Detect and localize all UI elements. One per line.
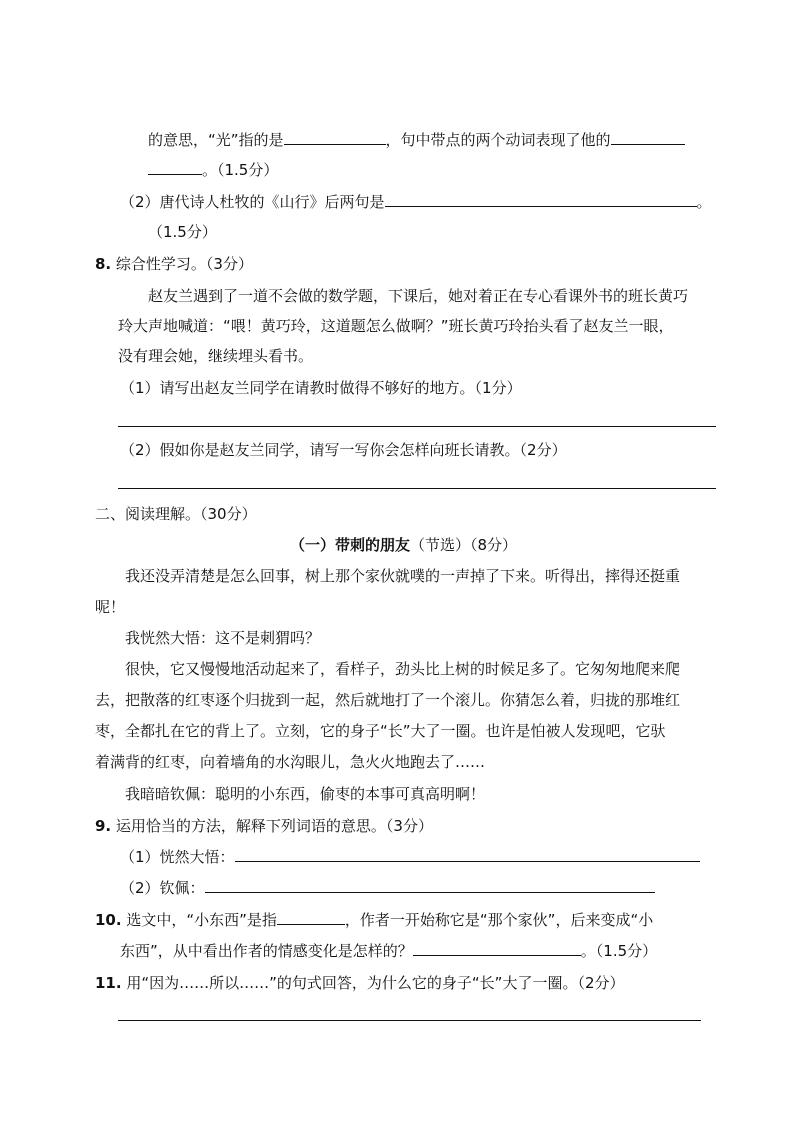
q9-title: 运用恰当的方法，解释下列词语的意思。（3分） — [115, 817, 433, 835]
q7-text-b: ，句中带点的两个动词表现了他的 — [385, 131, 611, 149]
passage-p4: 我暗暗钦佩：聪明的小东西，偷枣的本事可真高明啊！ — [125, 785, 486, 803]
q7-blank-2b[interactable] — [148, 160, 202, 175]
q7-sub2 — [120, 192, 712, 212]
q9-heading — [95, 816, 433, 836]
q9-number: 9. — [95, 817, 112, 835]
q9-sub2-blank[interactable] — [205, 878, 655, 893]
passage-p3-line1: 很快，它又慢慢地活动起来了，看样子，劲头比上树的时候足多了。它匆匆地爬来爬 — [125, 660, 681, 678]
q8-para-line3: 没有理会她，继续埋头看书。 — [118, 347, 314, 365]
q11-answer-line[interactable] — [118, 1020, 701, 1021]
q10-blank-2[interactable] — [413, 941, 581, 956]
passage-p2: 我恍然大悟：这不是刺猬吗？ — [125, 629, 321, 647]
q8-sub1: （1）请写出赵友兰同学在请教时做得不够好的地方。（1分） — [120, 379, 522, 397]
q9-sub1 — [120, 847, 700, 867]
q10-blank-1[interactable] — [277, 910, 345, 925]
q7-blank-2a[interactable] — [611, 130, 685, 145]
q10-line1 — [95, 910, 653, 930]
q10-score: 。（1.5分） — [580, 942, 658, 960]
passage-title — [290, 535, 517, 555]
q10-text-c: 东西”，从中看出作者的情感变化是怎样的？ — [120, 942, 413, 960]
q7-blank-1[interactable] — [284, 130, 386, 145]
q8-title: 综合性学习。（3分） — [115, 255, 253, 273]
q11-heading — [95, 973, 625, 993]
passage-p1-line2: 呢！ — [95, 598, 126, 616]
q7-sub2-end: 。 — [696, 193, 712, 211]
q9-sub1-label: （1）恍然大悟： — [120, 848, 235, 866]
q8-answer-line-1[interactable] — [118, 426, 716, 427]
passage-p3-line2: 去，把散落的红枣逐个归拢到一起，然后就地打了一个滚儿。你猜怎么着，归拢的那堆红 — [95, 691, 681, 709]
q9-sub2 — [120, 878, 655, 898]
q7-line2 — [148, 160, 278, 180]
q10-text-a: 选文中，“小东西”是指 — [126, 911, 277, 929]
q10-line2 — [120, 941, 657, 961]
section2-title: 二、阅读理解。（30分） — [95, 505, 257, 523]
q8-sub2: （2）假如你是赵友兰同学，请写一写你会怎样向班长请教。（2分） — [120, 441, 567, 459]
q8-number: 8. — [95, 255, 112, 273]
q8-answer-line-2[interactable] — [118, 488, 716, 489]
q9-sub1-blank[interactable] — [235, 847, 700, 862]
passage-p3-line3: 枣，全都扎在它的背上了。立刻，它的身子“长”大了一圈。也许是怕被人发现吧，它驮 — [95, 722, 666, 740]
q7-sub2-blank[interactable] — [385, 192, 697, 207]
passage-title-main: （一）带刺的朋友 — [290, 536, 411, 554]
passage-title-note: （节选）（8分） — [410, 536, 518, 554]
q8-para-line2: 玲大声地喊道：“喂！黄巧玲，这道题怎么做啊？”班长黄巧玲抬头看了赵友兰一眼， — [118, 317, 674, 335]
q11-number: 11. — [95, 974, 122, 992]
q10-number: 10. — [95, 911, 122, 929]
q7-text-a: 的意思，“光”指的是 — [148, 131, 284, 149]
q11-text: 用“因为……所以……”的句式回答，为什么它的身子“长”大了一圈。（2分） — [126, 974, 625, 992]
q7-sub2-text: （2）唐代诗人杜牧的《山行》后两句是 — [120, 193, 385, 211]
passage-p3-line4: 着满背的红枣，向着墙角的水沟眼儿，急火火地跑去了…… — [95, 753, 486, 771]
q8-para-line1: 赵友兰遇到了一道不会做的数学题，下课后，她对着正在专心看课外书的班长黄巧 — [148, 287, 689, 305]
q9-sub2-label: （2）钦佩： — [120, 879, 205, 897]
q7-line1 — [148, 130, 685, 150]
q10-text-b: ，作者一开始称它是“那个家伙”，后来变成“小 — [344, 911, 654, 929]
q7-sub2-score: （1.5分） — [148, 223, 217, 241]
q7-score: 。（1.5分） — [202, 161, 279, 179]
q8-heading — [95, 254, 253, 274]
passage-p1-line1: 我还没弄清楚是怎么回事，树上那个家伙就噗的一声掉了下来。听得出，摔得还挺重 — [125, 567, 681, 585]
